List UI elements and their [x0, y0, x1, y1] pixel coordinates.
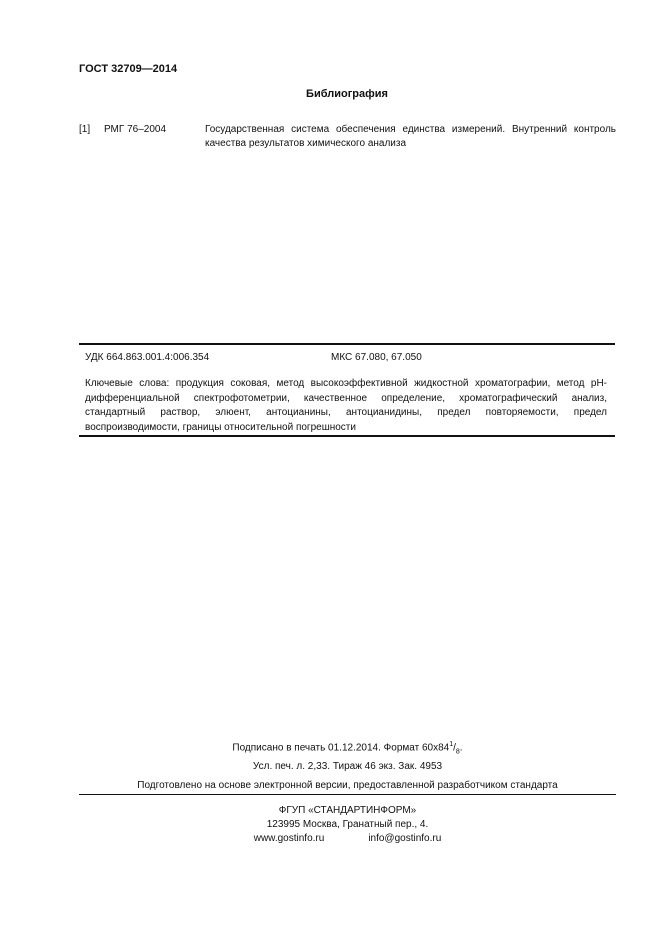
top-rule: [79, 343, 615, 345]
publisher-address: 123995 Москва, Гранатный пер., 4.: [266, 819, 429, 830]
signed-text: Подписано в печать 01.12.2014. Формат 60x84: [232, 742, 450, 754]
bibliography-title: Библиография: [306, 88, 388, 100]
standard-number: ГОСТ 32709—2014: [79, 63, 178, 75]
bottom-rule: [79, 435, 615, 437]
signed-line: Подписано в печать 01.12.2014. Формат $60x84^1/_8$.: [232, 741, 463, 756]
publisher-name: ФГУП «СТАНДАРТИНФОРМ»: [278, 805, 417, 816]
imprint-rule: [79, 794, 616, 795]
prepared-note: Подготовлено на основе электронной версии, предоставленной разработчиком стандарта: [137, 780, 558, 791]
format-numerator: 1: [449, 741, 454, 748]
bib-entry-text: Государственная система обеспечения единства измерений. Внутренний контроль качества результатов химического анализа: [205, 124, 616, 149]
publisher-contacts: [79, 833, 616, 844]
format-end: .: [459, 742, 463, 754]
print-details: Усл. печ. л. 2,33. Тираж 46 экз. Зак. 4953: [252, 761, 443, 772]
bib-entry-code: РМГ 76–2004: [104, 124, 167, 135]
bib-entry-number: [1]: [79, 124, 91, 135]
email-link[interactable]: info@gostinfo.ru: [368, 833, 442, 844]
keywords: Ключевые слова: продукция соковая, метод высокоэффективной жидкостной хроматографии, метод рН-дифференциальной спектрофотометрии, качественное определение, хроматографический анализ, стандартный раствор, элюент, антоцианины, антоцианидины, предел повторяемости, предел воспроизводимости, границы относительной погрешности: [85, 378, 607, 433]
website-link[interactable]: www.gostinfo.ru: [253, 833, 325, 844]
format-denominator: 8: [455, 748, 460, 756]
mks-code: МКС 67.080, 67.050: [331, 352, 422, 363]
udk-code: УДК 664.863.001.4:006.354: [85, 352, 210, 363]
